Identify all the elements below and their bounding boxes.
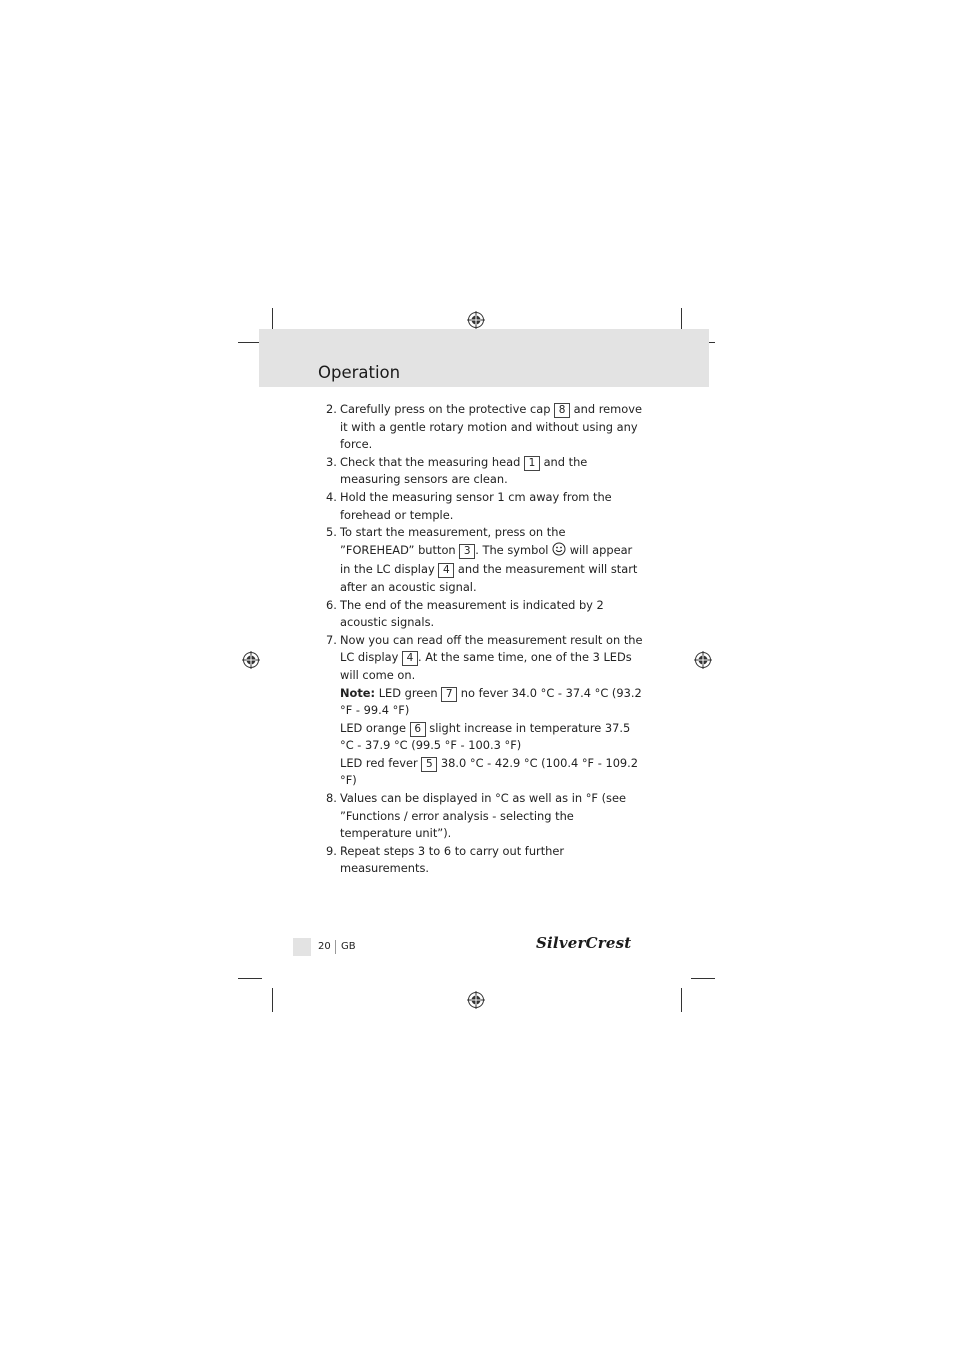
part-reference: 8 [554, 403, 570, 418]
list-item [323, 524, 643, 596]
note-orange [340, 720, 643, 755]
step-number: 4. [326, 489, 337, 504]
language-code: GB [341, 941, 356, 952]
footer-divider [335, 940, 336, 954]
crop-mark-bottom-right-vertical [681, 988, 682, 1012]
note-text: LED orange [340, 720, 410, 735]
step-number: 3. [326, 454, 337, 469]
list-item [323, 790, 643, 843]
step-text: . At the same time, one of the 3 LEDs will come on. [340, 650, 632, 682]
note-text: no fever 34.0 °C - 37.4 °C (93.2 °F - 99.4 °F) [340, 685, 642, 718]
list-item [323, 489, 643, 524]
part-reference: 3 [459, 544, 475, 559]
step-number: 7. [326, 632, 337, 647]
note-red [340, 755, 643, 790]
step-text: will appear in the LC display [340, 542, 633, 577]
registration-mark-icon [694, 651, 712, 669]
crop-mark-bottom-right-horizontal [691, 978, 715, 979]
step-text: Repeat steps 3 to 6 to carry out further measurements. [340, 843, 565, 876]
crop-mark-bottom-left-vertical [272, 988, 273, 1012]
section-title: Operation [318, 363, 401, 382]
footer-marker-box [293, 938, 311, 956]
step-text: and remove it with a gentle rotary motion and without using any force. [340, 402, 642, 452]
step-text: Check that the measuring head [340, 454, 524, 469]
list-item [323, 597, 643, 632]
step-text: and the measurement will start after an acoustic signal. [340, 562, 638, 594]
list-item [323, 454, 643, 489]
page-number: 20 [318, 941, 331, 952]
registration-mark-icon [467, 991, 485, 1009]
brand-logo: SilverCrest [536, 934, 632, 952]
list-item [323, 843, 643, 878]
part-reference: 6 [410, 722, 426, 737]
step-text: Hold the measuring sensor 1 cm away from the forehead or temple. [340, 489, 612, 522]
step-number: 5. [326, 525, 337, 540]
part-reference: 4 [402, 651, 418, 666]
note-text: 38.0 °C - 42.9 °C (100.4 °F - 109.2 °F) [340, 755, 639, 788]
registration-mark-icon [242, 651, 260, 669]
step-text: Values can be displayed in °C as well as in °F (see ”Functions / error analysis - selecting the temperature unit”). [340, 791, 626, 841]
note-text: LED red fever [340, 755, 422, 770]
part-reference: 4 [438, 563, 454, 578]
registration-mark-icon [467, 311, 485, 329]
note-text: LED green [375, 685, 442, 700]
step-text: Now you can read off the measurement result on the LC display [340, 632, 643, 665]
step-number: 8. [326, 791, 337, 806]
step-number: 6. [326, 597, 337, 612]
list-item [323, 632, 643, 790]
instruction-list [323, 401, 643, 878]
part-reference: 1 [524, 456, 540, 471]
crop-mark-bottom-left-horizontal [238, 978, 262, 979]
note-label: Note: [340, 685, 376, 700]
step-text: To start the measurement, press on the ”FOREHEAD” button [340, 525, 566, 557]
part-reference: 7 [441, 687, 457, 702]
step-text: and the measuring sensors are clean. [340, 454, 588, 487]
note-green [340, 685, 643, 720]
note-text: slight increase in temperature 37.5 °C - 37.9 °C (99.5 °F - 100.3 °F) [340, 720, 631, 753]
step-text: The end of the measurement is indicated by 2 acoustic signals. [340, 597, 604, 630]
step-text: . The symbol [475, 542, 553, 557]
smiley-face-icon [552, 542, 566, 562]
note-block [340, 685, 643, 791]
part-reference: 5 [421, 757, 437, 772]
list-item [323, 401, 643, 454]
step-number: 2. [326, 402, 337, 416]
step-number: 9. [326, 843, 337, 858]
step-text: Carefully press on the protective cap [340, 402, 555, 416]
